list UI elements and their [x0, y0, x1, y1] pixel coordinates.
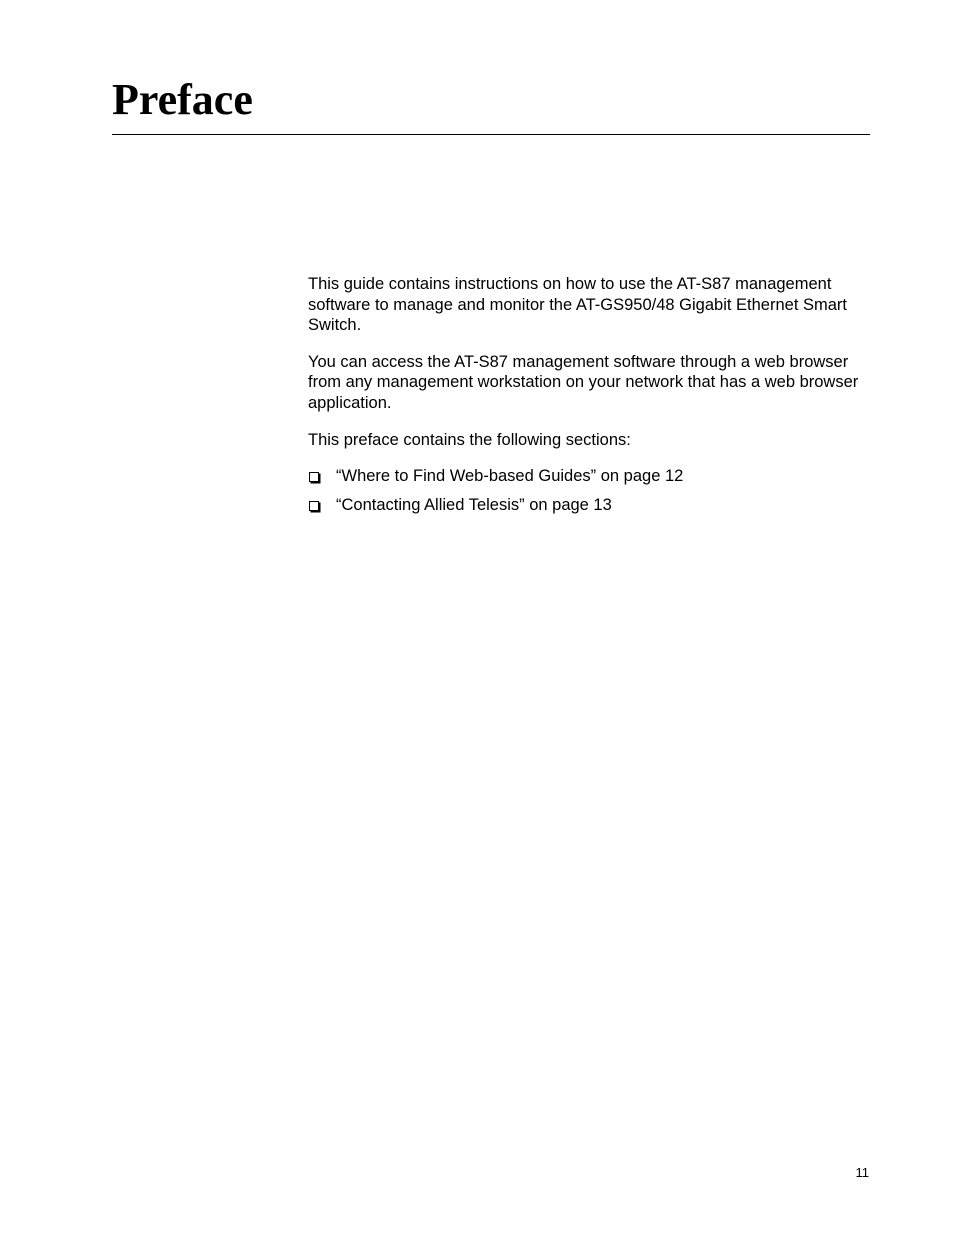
access-paragraph: You can access the AT-S87 management software through a web browser from any management workstation on your network that has a web browser application. [308, 352, 859, 412]
checkbox-bullet-icon [309, 472, 319, 482]
title-divider [112, 134, 870, 135]
section-link-where-to-find-guides[interactable]: “Where to Find Web-based Guides” on page 12 [336, 467, 684, 486]
list-item [308, 495, 874, 516]
section-list [308, 466, 874, 516]
page-number: 11 [855, 1165, 869, 1180]
checkbox-bullet-icon [309, 501, 319, 511]
intro-paragraph: This guide contains instructions on how to use the AT-S87 management software to manage and monitor the AT-GS950/48 Gigabit Ethernet Smart Switch. [308, 275, 847, 335]
body-content [308, 274, 874, 524]
sections-intro-paragraph: This preface contains the following sections: [308, 430, 631, 449]
page-title: Preface [112, 75, 253, 124]
section-link-contacting-allied-telesis[interactable]: “Contacting Allied Telesis” on page 13 [336, 496, 612, 515]
list-item [308, 466, 874, 487]
